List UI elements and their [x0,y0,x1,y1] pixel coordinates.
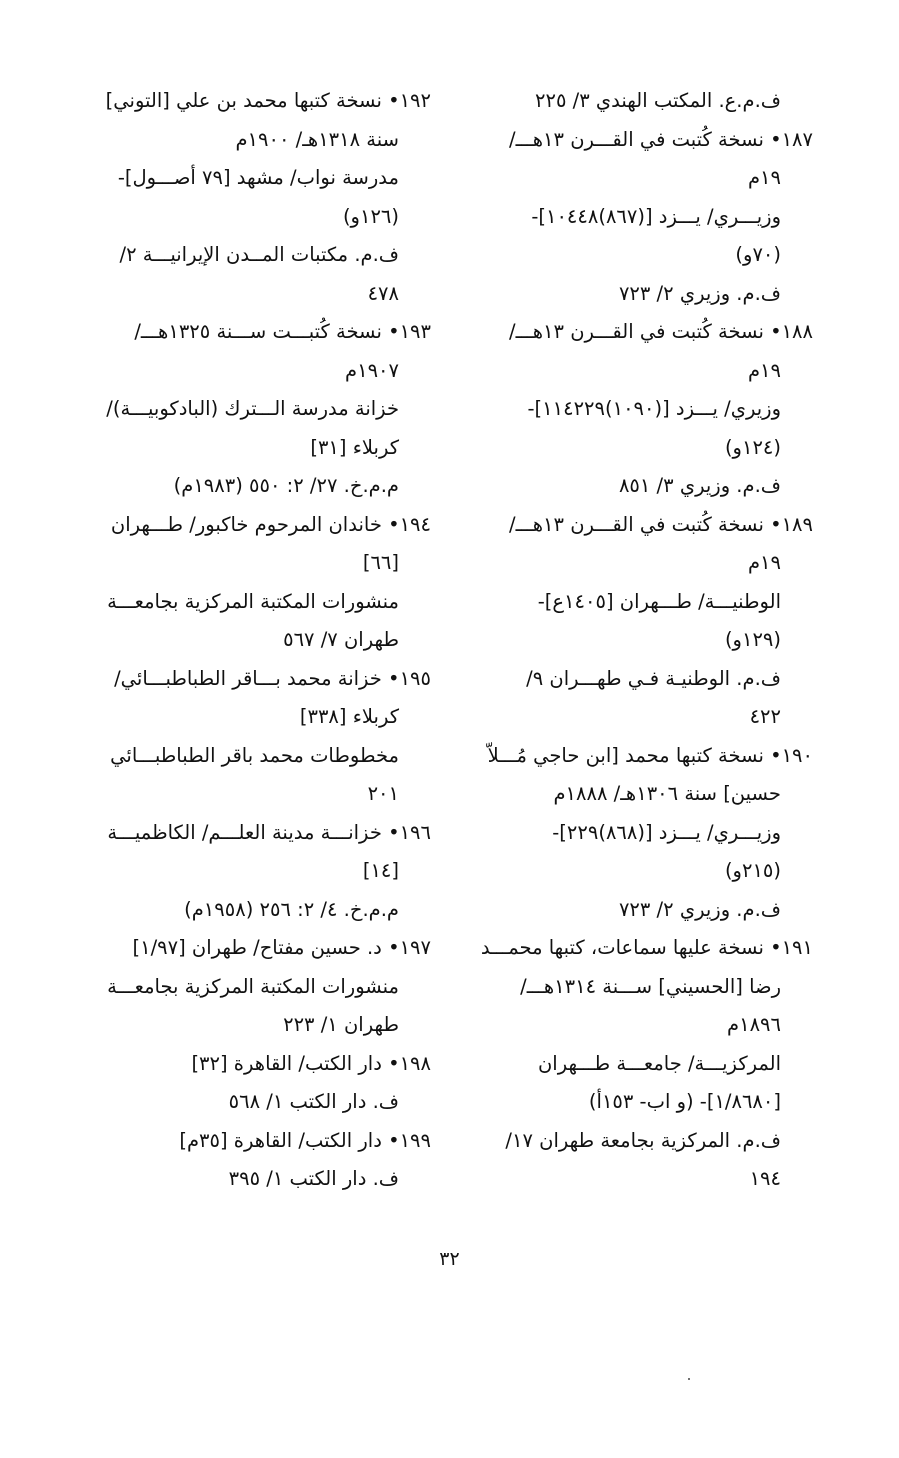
entry-detail-line: كربلاء [٣٣٨] [299,705,399,728]
entry-heading-line: ١٩٦• خزانـــة مدينة العلـــم/ الكاظميـــة [107,820,431,844]
entry-detail-line: [١/٨٦٨٠]- (و اب- ١٥٣أ) [588,1090,781,1113]
page-number: ٣٢ [439,1248,460,1270]
entry-heading-line: ١٩٢• نسخة كتبها محمد بن علي [التوني] [105,89,431,112]
entry-detail-line: منشورات المكتبة المركزية بجامعـــة [107,589,399,613]
entry-detail-line: حسين] سنة ١٣٠٦هـ/ ١٨٨٨م [553,782,781,805]
entry-detail-line: ١٩م [747,551,781,574]
entry-detail-line: ف.م. وزيري ٢/ ٧٢٣ [618,281,781,305]
entry-detail-line: مخطوطات محمد باقر الطباطبـــائي [110,743,399,767]
entry-detail-line: طهران ٧/ ٥٦٧ [283,628,399,651]
entry-detail-line: مدرسة نواب/ مشهد [٧٩ أصـــول]- [117,166,399,189]
entry-detail-line: رضا [الحسيني] ســـنة ١٣١٤هـــ/ [520,974,781,998]
entry-heading-line: ١٩٧• د. حسين مفتاح/ طهران [١/٩٧] [132,936,431,959]
entry-detail-line: ١٩٠٧م [345,358,399,382]
entry-detail-line: كربلاء [٣١] [310,435,399,459]
left-column [91,82,431,1199]
entry-detail-line: ف.م.ع. المكتب الهندي ٣/ ٢٢٥ [535,89,781,112]
entry-heading-line: ١٩٩• دار الكتب/ القاهرة [٣٥م] [179,1128,431,1152]
entry-detail-line: (١٢٩و) [724,628,781,651]
entry-detail-line: ف.م. المركزية بجامعة طهران ١٧/ [505,1128,781,1152]
entry-detail-line: وزيـــري/ يـــزد [(٨٦٨)٢٢٩]- [552,820,781,844]
entry-detail-line: ف.م. الوطنيـة فـي طهـــران ٩/ [526,666,781,690]
right-column [468,82,813,1199]
entry-detail-line: (١٢٤و) [724,435,781,459]
entry-heading-line: ١٨٨• نسخة كُتبت في القـــرن ١٣هـــ/ [509,320,813,343]
entry-detail-line: ف.م. مكتبات المــدن الإيرانيـــة ٢/ [119,243,399,266]
entry-detail-line: ١٨٩٦م [727,1013,781,1036]
entry-detail-line: ٢٠١ [367,782,399,805]
scan-speck [688,1378,690,1380]
entry-detail-line: الوطنيـــة/ طـــهران [١٤٠٥ع]- [537,589,781,613]
entry-detail-line: (١٢٦و) [342,204,399,228]
entry-detail-line: ٤٧٨ [367,281,399,305]
entry-detail-line: ف.م. وزيري ٢/ ٧٢٣ [618,897,781,921]
entry-heading-line: ١٩٥• خزانة محمد بـــاقر الطباطبـــائي/ [114,666,431,690]
entry-heading-line: ١٩١• نسخة عليها سماعات، كتبها محمـــد [480,936,813,959]
entry-heading-line: ١٨٩• نسخة كُتبت في القـــرن ١٣هـــ/ [509,512,813,536]
entry-detail-line: م.م.خ. ٤/ ٢: ٢٥٦ (١٩٥٨م) [184,897,399,921]
entry-detail-line: وزيري/ يـــزد [(١٠٩٠)١١٤٢٢٩]- [527,397,781,420]
entry-detail-line: المركزيـــة/ جامعـــة طـــهران [537,1051,781,1075]
entry-heading-line: ١٨٧• نسخة كُتبت في القـــرن ١٣هـــ/ [509,127,813,151]
entry-detail-line: م.م.خ. ٢٧/ ٢: ٥٥٠ (١٩٨٣م) [173,474,399,497]
entry-detail-line: (٧٠و) [735,243,781,266]
entry-detail-line: منشورات المكتبة المركزية بجامعـــة [107,974,399,998]
entry-detail-line: ٤٢٢ [749,705,781,728]
entry-heading-line: ١٩٠• نسخة كتبها محمد [ابن حاجي مُـــلاّ [487,743,813,767]
entry-detail-line: ١٩٤ [749,1167,781,1190]
entry-detail-line: [١٤] [362,859,399,882]
entry-detail-line: سنة ١٣١٨هـ/ ١٩٠٠م [235,127,399,151]
entry-detail-line: ١٩م [747,358,781,382]
entry-detail-line: ١٩م [747,166,781,189]
entry-detail-line: خزانة مدرسة الـــترك (البادكوبيـــة)/ [106,397,399,420]
entry-heading-line: ١٩٤• خاندان المرحوم خاكبور/ طـــهران [110,512,431,536]
entry-detail-line: [٦٦] [362,551,399,574]
entry-detail-line: (٢١٥و) [724,859,781,882]
entry-detail-line: وزيـــري/ يـــزد [(٨٦٧)١٠٤٤٨]- [531,204,781,228]
entry-heading-line: ١٩٨• دار الكتب/ القاهرة [٣٢] [191,1051,431,1075]
entry-heading-line: ١٩٣• نسخة كُتبـــت ســـنة ١٣٢٥هـــ/ [134,320,431,343]
entry-detail-line: ف. دار الكتب ١/ ٣٩٥ [228,1167,399,1190]
entry-detail-line: ف. دار الكتب ١/ ٥٦٨ [228,1090,399,1113]
entry-detail-line: طهران ١/ ٢٢٣ [283,1013,399,1036]
entry-detail-line: ف.م. وزيري ٣/ ٨٥١ [618,474,781,497]
